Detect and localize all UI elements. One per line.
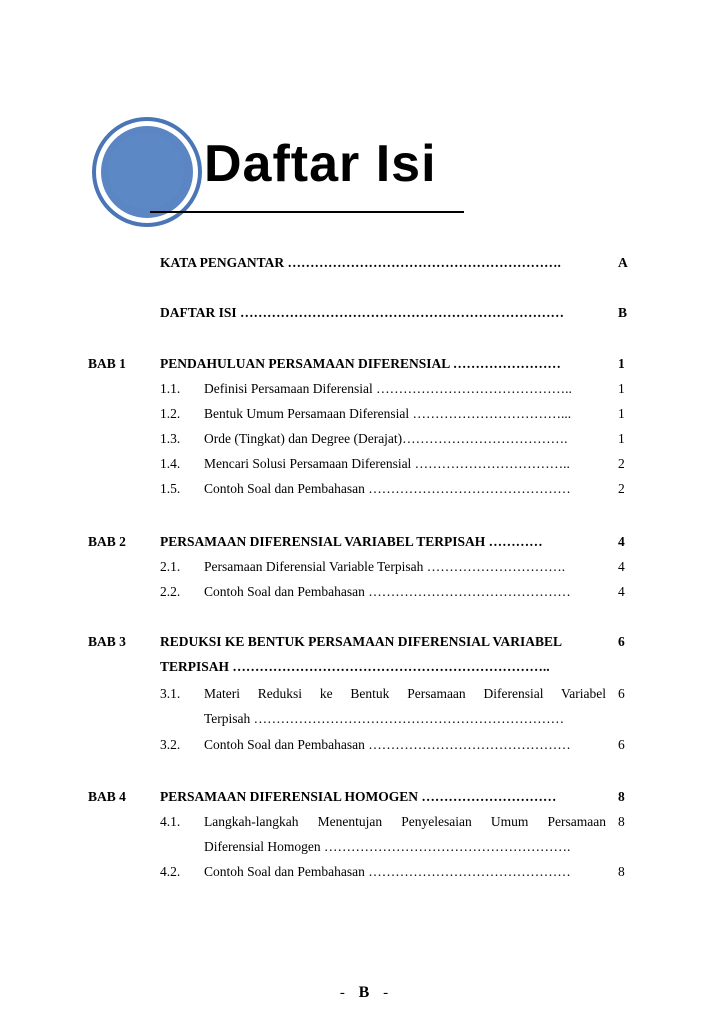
footer-dash-left: -	[339, 985, 345, 1001]
section-page: 2	[618, 456, 625, 471]
chapter-label: BAB 3	[88, 634, 126, 649]
section-page: 8	[618, 814, 625, 829]
chapter-title[interactable]: PENDAHULUAN PERSAMAAN DIFERENSIAL ……………………	[160, 356, 561, 371]
section-number: 3.2.	[160, 737, 181, 752]
chapter-label: BAB 4	[88, 789, 126, 804]
section-title-line1[interactable]: Materi Reduksi ke Bentuk Persamaan Diferensial Variabel	[204, 686, 606, 701]
chapter-page: 8	[618, 789, 625, 804]
chapter-page: 6	[618, 634, 625, 649]
section-number: 4.1.	[160, 814, 181, 829]
chapter-title[interactable]: PERSAMAAN DIFERENSIAL VARIABEL TERPISAH …………	[160, 534, 543, 549]
toc-page-daftar-isi: B	[618, 305, 628, 320]
section-number: 1.4.	[160, 456, 181, 471]
chapter-label: BAB 2	[88, 534, 126, 549]
section-title[interactable]: Contoh Soal dan Pembahasan ………………………………………	[204, 481, 571, 496]
section-number: 2.2.	[160, 584, 181, 599]
section-title-line1[interactable]: Langkah-langkah Menentujan Penyelesaian Umum Persamaan	[204, 814, 606, 829]
section-number: 1.2.	[160, 406, 181, 421]
section-title[interactable]: Definisi Persamaan Diferensial ……………………………………..	[204, 381, 572, 396]
section-title[interactable]: Persamaan Diferensial Variable Terpisah ………………………….	[204, 559, 566, 574]
section-page: 6	[618, 737, 625, 752]
section-page: 8	[618, 864, 625, 879]
footer-dash-right: -	[383, 985, 389, 1001]
section-page: 4	[618, 584, 625, 599]
toc-daftar-isi[interactable]: DAFTAR ISI ………………………………………………………………	[160, 305, 565, 320]
section-page: 1	[618, 381, 625, 396]
section-title[interactable]: Contoh Soal dan Pembahasan ………………………………………	[204, 584, 571, 599]
title-block	[0, 0, 728, 230]
section-title[interactable]: Orde (Tingkat) dan Degree (Derajat)……………………………….	[204, 431, 568, 446]
section-title[interactable]: Contoh Soal dan Pembahasan ………………………………………	[204, 864, 571, 879]
section-title[interactable]: Contoh Soal dan Pembahasan ………………………………………	[204, 737, 571, 752]
chapter-title-line1[interactable]: REDUKSI KE BENTUK PERSAMAAN DIFERENSIAL VARIABEL	[160, 634, 562, 649]
page-title: Daftar Isi	[204, 135, 437, 193]
section-number: 1.3.	[160, 431, 181, 446]
section-number: 4.2.	[160, 864, 181, 879]
section-number: 2.1.	[160, 559, 181, 574]
section-title-line2[interactable]: Terpisah ……………………………………………………………	[204, 711, 565, 726]
section-number: 1.5.	[160, 481, 181, 496]
section-title[interactable]: Bentuk Umum Persamaan Diferensial ……………………………...	[204, 406, 572, 421]
toc-page-kata-pengantar: A	[618, 255, 628, 270]
chapter-page: 1	[618, 356, 625, 371]
chapter-page: 4	[618, 534, 625, 549]
section-title-line2[interactable]: Diferensial Homogen ……………………………………………….	[204, 839, 571, 854]
chapter-label: BAB 1	[88, 356, 126, 371]
section-page: 6	[618, 686, 625, 701]
section-page: 4	[618, 559, 625, 574]
title-underline	[150, 211, 464, 213]
chapter-title-line2[interactable]: TERPISAH ……………………………………………………………..	[160, 659, 550, 674]
section-page: 1	[618, 431, 625, 446]
toc-kata-pengantar[interactable]: KATA PENGANTAR …………………………………………………….	[160, 255, 561, 270]
section-page: 2	[618, 481, 625, 496]
footer-page-number: B	[358, 984, 370, 1001]
chapter-title[interactable]: PERSAMAAN DIFERENSIAL HOMOGEN …………………………	[160, 789, 557, 804]
section-page: 1	[618, 406, 625, 421]
page-footer	[0, 984, 728, 1002]
section-number: 1.1.	[160, 381, 181, 396]
section-number: 3.1.	[160, 686, 181, 701]
section-title[interactable]: Mencari Solusi Persamaan Diferensial ……………………………..	[204, 456, 570, 471]
title-circle-inner	[108, 133, 184, 209]
